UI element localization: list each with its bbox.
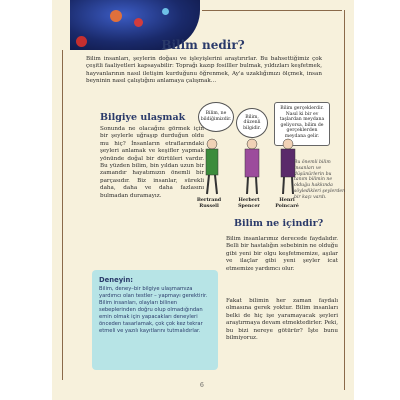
scientist-name-poincare: Henri Poincaré [275,197,299,209]
speech-bubble-poincare: Bilim gerçeklerdir. Nasıl ki bir ev taşlardan meydana geliyorsa, bilim de gerçeklerden meydana gelir. [274,102,330,146]
book-page [52,0,354,400]
section2-text1: Bilim insanlarımız derecede faydalıdır. Belli bir hastalığın sebebinin ne olduğu gibi yeni bir olgu keşfetmemize, aşılar ve ilaçlar gibi yeni şeyler icat etmemize yardımcı olur. [226,236,338,272]
section2-text2: Fakat bilimin her zaman faydalı olmasına gerek yoktur. Bilim insanları belki de hiç işe yaramayacak şeyleri araştırmaya devam etmektedirler. Peki, bu bizi nereye götürür? İşte bunu bilmiyoruz. [226,298,338,342]
tip-title: Deneyin: [99,276,134,284]
speech-bubble-spencer: Bilim, düzenli bilgidir. [236,108,268,138]
spencer-figure [245,139,259,194]
intro-text: Bilim insanları, şeylerin doğası ve işleyişlerini araştırırlar. Bu bahsettiğimiz çok çeşitli faaliyetleri kapsayabilir: Toprağı kazıp fosilller bulmak, yıldızları keşfetmek, hayvanlarının nasıl iletişim kurduğunu öğrenmek, Ay'a uzaklığımızı ölçmek, insan beyninin nasıl çalıştığını anlamaya çalışmak... [86,56,322,85]
scientists-caption: Bu önemli bilim insanları ve düşünürlerin bu tanım bilimin ne olduğu hakkında söyledikleri şeylerden bir kaçı vardı. [294,160,346,200]
scientist-name-russell: Bertrand Russell [196,197,222,209]
page-title: Bilim nedir? [161,38,245,52]
tip-text: Bilim, deney–bir bilgiye ulaşmamıza yardımcı olan testler – yapmayı gerektirir. Bilim insanları, olayları bilinen sebeplerinden doğru olup olmadığından emin olmak için yapacakları deneyleri önceden tasarlamak, çok çok kez tekrar etmeli ve yazılı kayıtlarını tutmalıdırlar. [99,286,208,334]
pipe-decoration-left [62,50,63,380]
page-number: 6 [200,382,204,389]
poincare-figure [281,139,295,194]
section1-heading: Bilgiye ulaşmak [100,112,186,123]
tip-box [92,270,218,370]
planet-blue [162,8,169,15]
pipe-decoration-top [202,10,342,11]
planet-red [134,18,143,27]
speech-bubble-russell: Bilim, ne bildiğimizdir. [198,102,234,132]
scientist-name-spencer: Herbert Spencer [238,197,260,209]
russell-figure [206,139,218,194]
planet-orange [110,10,122,22]
section1-text: Sonunda ne olacağını görmek için bir şeylerle uğraşıp durduğun oldu mu hiç? İnsanların etraflarındaki şeyleri anlamak ve keşifler yapmak yönünde doğal bir dürtüleri vardır. Bu yüzden bilim, bin yıldan uzun bir zamandır hayatımızın önemli bir parçasıdır. Biz insanlar, sürekli daha, daha ve daha fazlasını bulmadan duramayız. [100,126,204,199]
section2-heading: Bilim ne içindir? [234,218,324,229]
